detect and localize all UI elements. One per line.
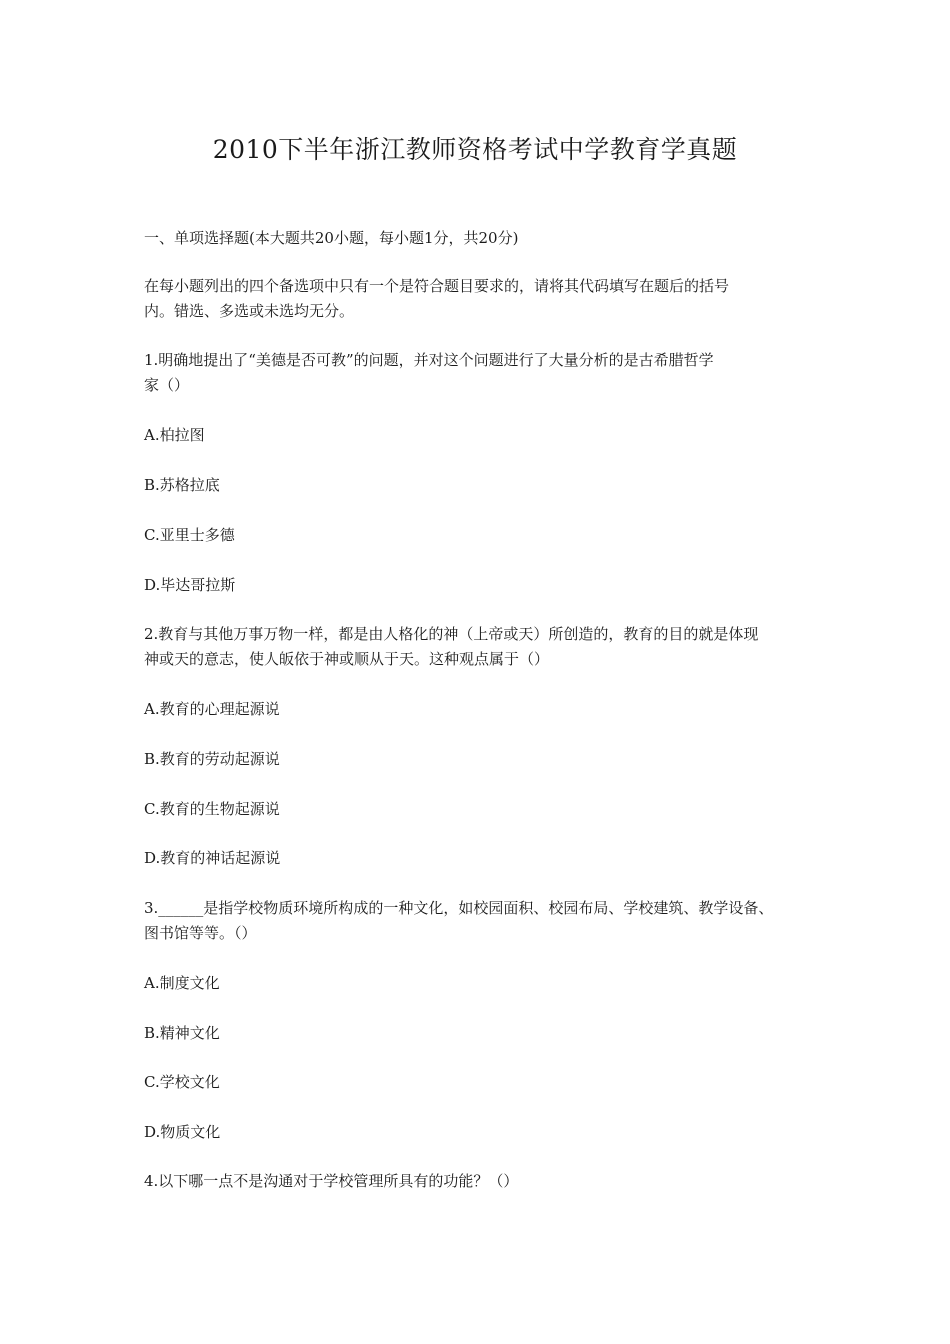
question-2-stem-line-1: 2.教育与其他万事万物一样，都是由人格化的神（上帝或天）所创造的，教育的目的就是体现 xyxy=(144,625,759,643)
question-1-option-d: D.毕达哥拉斯 xyxy=(144,576,236,594)
question-3-option-a: A.制度文化 xyxy=(144,974,220,992)
question-4-stem-line-1: 4.以下哪一点不是沟通对于学校管理所具有的功能？（） xyxy=(144,1172,519,1190)
question-3-option-d: D.物质文化 xyxy=(144,1123,221,1141)
question-3-option-c: C.学校文化 xyxy=(144,1073,220,1091)
question-2-option-d: D.教育的神话起源说 xyxy=(144,849,281,867)
question-2-option-c: C.教育的生物起源说 xyxy=(144,800,280,818)
question-1-option-a: A.柏拉图 xyxy=(144,426,205,444)
question-1-stem-line-2: 家（） xyxy=(144,376,190,394)
question-2-stem-line-2: 神或天的意志，使人皈依于神或顺从于天。这种观点属于（） xyxy=(144,650,550,668)
instructions-line-1: 在每小题列出的四个备选项中只有一个是符合题目要求的，请将其代码填写在题后的括号 xyxy=(144,277,730,295)
question-1-option-c: C.亚里士多德 xyxy=(144,526,235,544)
question-1-stem-line-1: 1.明确地提出了“美德是否可教”的问题，并对这个问题进行了大量分析的是古希腊哲学 xyxy=(144,351,714,369)
section-heading: 一、单项选择题(本大题共20小题，每小题1分，共20分) xyxy=(144,229,519,247)
question-3-option-b: B.精神文化 xyxy=(144,1024,220,1042)
document-title: 2010下半年浙江教师资格考试中学教育学真题 xyxy=(212,135,738,164)
question-3-stem-line-2: 图书馆等等。（） xyxy=(144,924,257,942)
question-2-option-a: A.教育的心理起源说 xyxy=(144,700,280,718)
question-3-stem-line-1: 3.______是指学校物质环境所构成的一种文化，如校园面积、校园布局、学校建筑、教学设备、 xyxy=(144,899,774,917)
question-1-option-b: B.苏格拉底 xyxy=(144,476,220,494)
instructions-line-2: 内。错选、多选或未选均无分。 xyxy=(144,302,355,320)
question-2-option-b: B.教育的劳动起源说 xyxy=(144,750,280,768)
